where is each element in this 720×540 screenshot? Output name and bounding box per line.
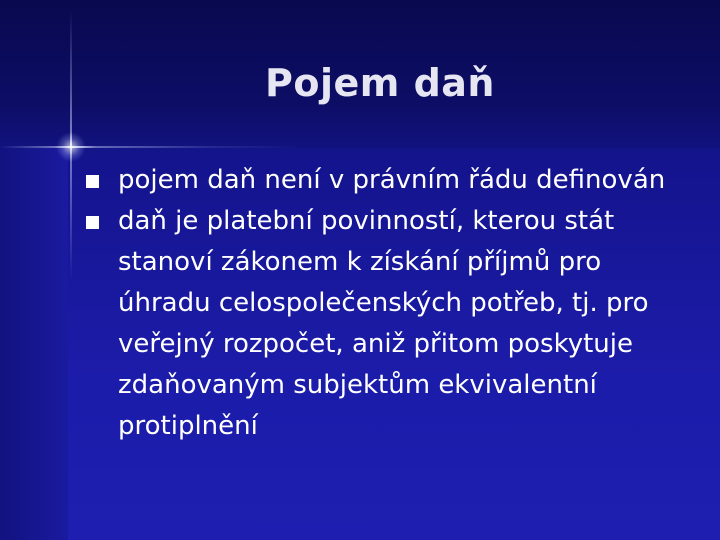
sparkle-horizontal-line <box>0 146 300 148</box>
square-bullet-icon <box>86 216 99 229</box>
bullet-item <box>86 201 686 447</box>
slide-title: Pojem daň <box>265 61 495 105</box>
left-band <box>0 148 68 540</box>
bullet-item <box>86 160 686 201</box>
sparkle-star-icon <box>56 132 86 162</box>
square-bullet-icon <box>86 175 99 188</box>
bullet-text: pojem daň není v právním řádu definován <box>118 165 666 195</box>
bullet-list <box>86 160 686 447</box>
bullet-text: daň je platební povinností, kterou stát stanoví zákonem k získání příjmů pro úhradu celospolečenských potřeb, tj. pro veřejný rozpočet, aniž přitom poskytuje zdaňovaným subjektům ekvivalentní protiplnění <box>118 206 649 441</box>
